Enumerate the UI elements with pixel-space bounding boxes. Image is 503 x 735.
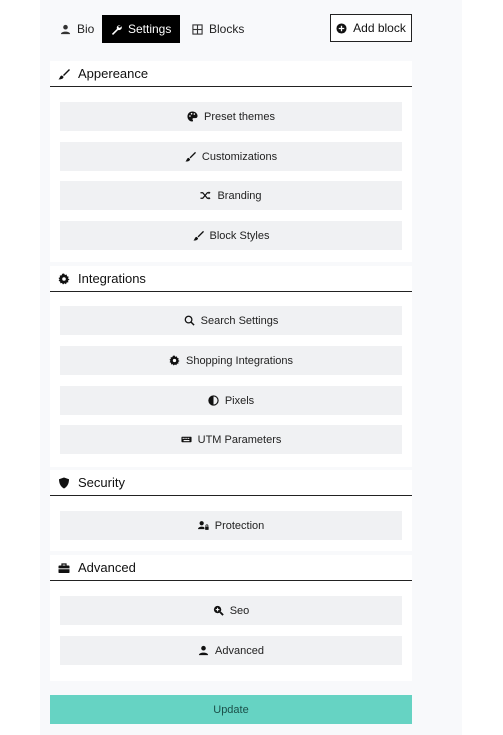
update-button[interactable]: Update [50, 695, 412, 724]
branding-button[interactable] [60, 181, 402, 210]
block-styles-label: Block Styles [209, 229, 270, 242]
add-block-label: Add block [353, 21, 406, 35]
add-block-button[interactable] [330, 14, 412, 42]
briefcase-icon [58, 562, 70, 574]
palette-icon [187, 111, 198, 122]
tab-settings[interactable] [102, 15, 180, 43]
advanced-button[interactable] [60, 636, 402, 665]
section-integrations-title: Integrations [78, 271, 146, 286]
shopping-integrations-label: Shopping Integrations [185, 354, 294, 367]
block-styles-button[interactable] [60, 221, 402, 250]
settings-panel [40, 0, 462, 735]
search-plus-icon [213, 605, 224, 616]
protection-button[interactable] [60, 511, 402, 540]
utm-parameters-label: UTM Parameters [197, 433, 282, 446]
branding-label: Branding [217, 189, 262, 202]
shopping-integrations-button[interactable] [60, 346, 402, 375]
brush-icon [193, 230, 204, 241]
tab-settings-label: Settings [128, 22, 172, 36]
tab-bar [40, 0, 462, 56]
preset-themes-label: Preset themes [204, 110, 275, 123]
pixels-label: Pixels [224, 394, 255, 407]
tab-bio[interactable] [60, 15, 94, 43]
utm-parameters-button[interactable] [60, 425, 402, 454]
grid-icon [192, 24, 203, 35]
user-icon [60, 24, 71, 35]
pixels-button[interactable] [60, 386, 402, 415]
plus-circle-icon [336, 23, 347, 34]
preset-themes-button[interactable] [60, 102, 402, 131]
section-appearance-title: Appereance [78, 66, 149, 81]
tab-blocks-label: Blocks [209, 22, 245, 36]
section-appearance-header [50, 61, 412, 87]
gear-icon [58, 273, 70, 285]
search-settings-button[interactable] [60, 306, 402, 335]
seo-button[interactable] [60, 596, 402, 625]
brush-icon [58, 68, 70, 80]
user-icon [198, 645, 209, 656]
search-icon [184, 315, 195, 326]
customizations-button[interactable] [60, 142, 402, 171]
section-advanced-header [50, 555, 412, 581]
wrench-icon [111, 24, 122, 35]
user-lock-icon [198, 520, 209, 531]
random-icon [200, 190, 211, 201]
section-security-title: Security [78, 475, 125, 490]
brush-icon [185, 151, 196, 162]
gear-icon [169, 355, 180, 366]
keyboard-icon [181, 434, 192, 445]
section-integrations-header [50, 266, 412, 292]
section-advanced-title: Advanced [78, 560, 136, 575]
tab-bio-label: Bio [77, 22, 95, 36]
shield-icon [58, 477, 70, 489]
advanced-label: Advanced [215, 644, 264, 657]
seo-label: Seo [229, 604, 250, 617]
section-security-header [50, 470, 412, 496]
customizations-label: Customizations [201, 150, 278, 163]
protection-label: Protection [214, 519, 265, 532]
tab-blocks[interactable] [192, 15, 244, 43]
adjust-icon [208, 395, 219, 406]
search-settings-label: Search Settings [200, 314, 279, 327]
